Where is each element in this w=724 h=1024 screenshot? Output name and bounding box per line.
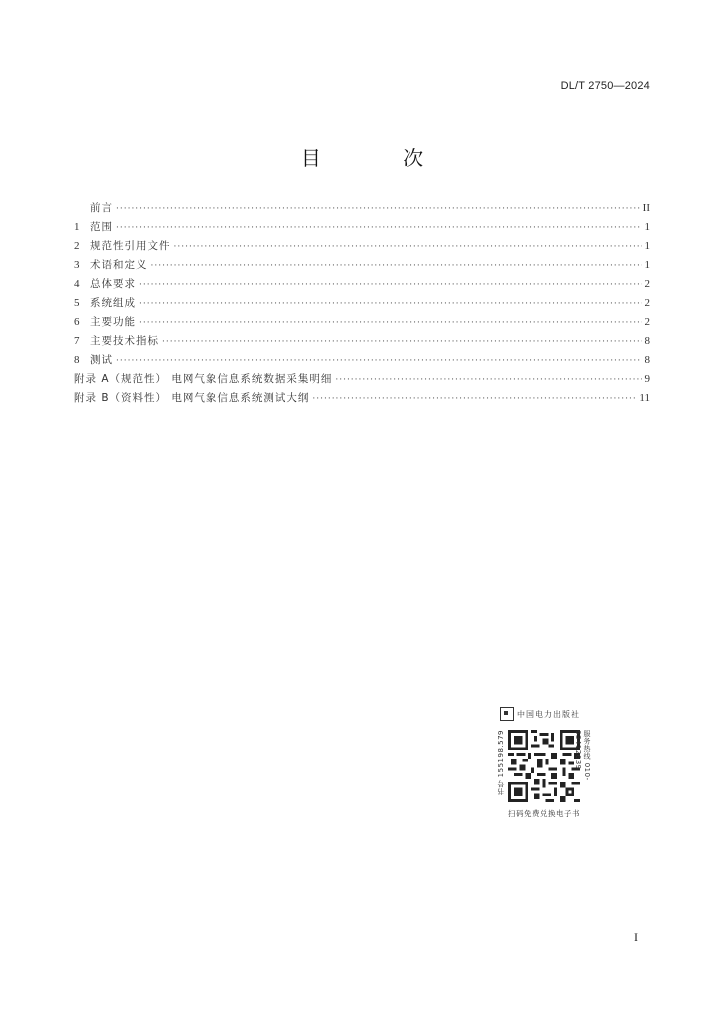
toc-entry-technical-indicators[interactable] <box>74 333 650 352</box>
toc-entry-main-functions[interactable] <box>74 314 650 333</box>
page-title: 目 次 <box>300 146 462 170</box>
qr-caption: 扫码免费兑换电子书 <box>508 809 580 818</box>
publisher-logo-icon <box>500 707 514 721</box>
service-hotline: 服务热线 010-63412639 <box>574 730 591 781</box>
toc-leader-dots <box>116 223 642 233</box>
toc-entry-title: 总体要求 <box>90 278 136 290</box>
toc-entry-number: 6 <box>74 316 80 328</box>
toc-entry-scope[interactable] <box>74 219 650 238</box>
toc-entry-title: 前言 <box>90 202 113 214</box>
toc-entry-number: 3 <box>74 259 80 271</box>
toc-entry-number: 5 <box>74 297 80 309</box>
toc-entry-title: 系统组成 <box>90 297 136 309</box>
toc-entry-number: 4 <box>74 278 80 290</box>
publisher-name: 中国电力出版社 <box>517 709 580 719</box>
toc-entry-title: 范围 <box>90 221 113 233</box>
toc-entry-number: 8 <box>74 354 80 366</box>
book-number: 书号 155198.579 <box>497 730 505 796</box>
toc-entry-page: 1 <box>644 221 650 233</box>
toc-leader-dots <box>139 299 642 309</box>
toc-entry-page: 1 <box>644 240 650 252</box>
toc-entry-testing[interactable] <box>74 352 650 371</box>
toc-leader-dots <box>116 356 642 366</box>
toc-leader-dots <box>335 375 641 385</box>
toc-entry-foreword[interactable] <box>74 200 650 219</box>
qr-code-icon[interactable] <box>508 730 580 802</box>
toc-entry-title: 附录 B（资料性） 电网气象信息系统测试大纲 <box>74 392 310 404</box>
toc-entry-normative-references[interactable] <box>74 238 650 257</box>
toc-entry-page: 9 <box>644 373 650 385</box>
toc-leader-dots <box>162 337 642 347</box>
toc-entry-page: 2 <box>644 297 650 309</box>
toc-entry-page: 2 <box>644 278 650 290</box>
toc-entry-number: 7 <box>74 335 80 347</box>
toc-entry-appendix-a[interactable] <box>74 371 650 390</box>
toc-entry-title: 术语和定义 <box>90 259 148 271</box>
page-number: I <box>634 930 638 944</box>
toc-entry-title: 测试 <box>90 354 113 366</box>
toc-entry-title: 规范性引用文件 <box>90 240 171 252</box>
toc-leader-dots <box>139 280 642 290</box>
toc-entry-number: 1 <box>74 221 80 233</box>
toc-entry-appendix-b[interactable] <box>74 390 650 409</box>
toc-entry-terms-definitions[interactable] <box>74 257 650 276</box>
qr-code-block <box>494 704 594 820</box>
toc-entry-page: II <box>642 202 650 214</box>
table-of-contents <box>74 200 650 409</box>
toc-leader-dots <box>174 242 642 252</box>
toc-leader-dots <box>139 318 642 328</box>
toc-entry-page: 8 <box>644 354 650 366</box>
toc-entry-title: 主要技术指标 <box>90 335 159 347</box>
toc-entry-page: 2 <box>644 316 650 328</box>
toc-leader-dots <box>151 261 642 271</box>
toc-entry-page: 1 <box>644 259 650 271</box>
toc-leader-dots <box>116 204 640 214</box>
toc-entry-title: 主要功能 <box>90 316 136 328</box>
toc-entry-general-requirements[interactable] <box>74 276 650 295</box>
toc-entry-system-composition[interactable] <box>74 295 650 314</box>
toc-entry-number: 2 <box>74 240 80 252</box>
publisher-logo <box>500 704 588 724</box>
toc-entry-title: 附录 A（规范性） 电网气象信息系统数据采集明细 <box>74 373 333 385</box>
toc-leader-dots <box>312 394 636 404</box>
standard-code: DL/T 2750—2024 <box>560 80 650 92</box>
toc-entry-page: 8 <box>644 335 650 347</box>
toc-entry-page: 11 <box>639 392 650 404</box>
